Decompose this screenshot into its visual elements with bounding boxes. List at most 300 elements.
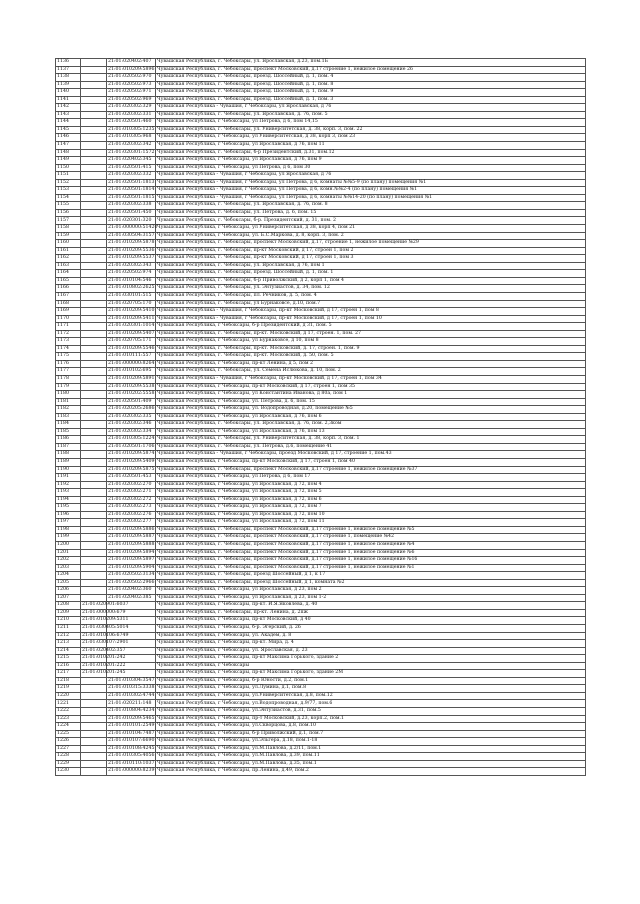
- cadastral-number-left-cell: [81, 677, 107, 685]
- cadastral-number-cell: 21:01:010209:5886: [107, 526, 156, 534]
- address-cell: Чувашская Республика, г Чебоксары, б-р. Эгерский, д. 26: [156, 625, 586, 633]
- cadastral-number-cell: 21:01:010304:3547: [107, 677, 156, 685]
- address-cell: Чувашская Республика, г Чебоксары, ул.Энтузиастов, д.31, пом.5: [156, 708, 586, 716]
- address-cell: Чувашская Республика, г Чебоксары, пр-т Московский, д.23, корп.2, пом.1: [156, 715, 586, 723]
- table-row: [56, 74, 586, 82]
- address-cell: Чувашская Республика, г. Чебоксары, б-р Приволжский, д 2, корп 1, пом 4: [156, 277, 586, 285]
- cadastral-number-left-cell: [81, 345, 107, 353]
- address-cell: Чувашская Республика, г Чебоксары, пр.Ленина, д.49, пом.2: [156, 768, 586, 776]
- row-number-cell: 1137: [56, 66, 81, 74]
- address-cell: Чувашская Республика, г Чебоксары, ул.Скворцова, д.8, пом.10: [156, 723, 586, 731]
- table-row: [56, 179, 586, 187]
- address-cell: Чувашская Республика, г Чебоксары, ул Петрова, д 6, пом 14,15: [156, 119, 586, 127]
- table-row: [56, 685, 586, 693]
- table-row: [56, 700, 586, 708]
- cadastral-number-left-cell: [81, 413, 107, 421]
- row-number-cell: 1169: [56, 308, 81, 316]
- table-row: [56, 96, 586, 104]
- cadastral-number-cell: 21:01:010209:5896: [107, 66, 156, 74]
- address-cell: Чувашская Республика, г Чебоксары, ул Константина Иванова, д 80а, пом 1: [156, 391, 586, 399]
- address-cell: Чувашская Республика, г Чебоксары, ул Петрова, д 6, пом 30: [156, 164, 586, 172]
- cadastral-number-left-cell: 21:01:010201:242: [81, 655, 107, 663]
- cadastral-number-cell: 21:01:010202:5558: [107, 391, 156, 399]
- table-row: [56, 526, 586, 534]
- row-number-cell: 1188: [56, 451, 81, 459]
- cadastral-number-left-cell: [81, 134, 107, 142]
- address-cell: Чувашская Республика, г. Чебоксары, проезд Шоссейный, д 1, к 17: [156, 572, 586, 580]
- register-sheet: [55, 58, 586, 776]
- row-number-cell: 1142: [56, 104, 81, 112]
- cadastral-number-left-cell: [81, 277, 107, 285]
- address-cell: Чувашская Республика, г Чебоксары, пр-кт. Мира, д. 4: [156, 640, 586, 648]
- cadastral-number-cell: 21:01:010209:5407: [107, 330, 156, 338]
- row-number-cell: 1153: [56, 187, 81, 195]
- table-row: [56, 172, 586, 180]
- table-row: [56, 398, 586, 406]
- cadastral-number-cell: 21:01:010305:968: [107, 134, 156, 142]
- row-number-cell: 1209: [56, 609, 81, 617]
- address-cell: Чувашская Республика, г Чебоксары, ул Ярославская, д 72, пом 6: [156, 496, 586, 504]
- row-number-cell: 1230: [56, 768, 81, 776]
- address-cell: Чувашская Республика, г Чебоксары, ул Ярославская, д 23, пом 2: [156, 587, 586, 595]
- address-cell: Чувашская Республика, г Чебоксары, ул Ярославская, д 72, пом 10: [156, 511, 586, 519]
- cadastral-number-cell: 21:01:020501:409: [107, 398, 156, 406]
- address-cell: Чувашская Республика, г. Чебоксары, проспект Московский, д.17 строение 1, нежилое помещение №5: [156, 526, 586, 534]
- cadastral-number-left-cell: [81, 428, 107, 436]
- table-row: [56, 126, 586, 134]
- cadastral-number-cell: 21:01:020502:2966: [107, 579, 156, 587]
- address-cell: Чувашская Республика, г. Чебоксары, пр-кт. Московский, д. 17, строен. 1, пом. 9: [156, 345, 586, 353]
- cadastral-number-cell: 21:01:010209:5546: [107, 345, 156, 353]
- address-cell: Чувашская Республика, г. Чебоксары, проспект Московский, д.17 строение 1, нежилое помещение 26: [156, 66, 586, 74]
- table-row: [56, 511, 586, 519]
- cadastral-number-left-cell: [81, 587, 107, 595]
- row-number-cell: 1189: [56, 458, 81, 466]
- cadastral-number-cell: 21:01:020502:969: [107, 96, 156, 104]
- address-cell: Чувашская Республика, г. Чебоксары, проспект Московский, д.17 строение 1, нежилое помещение №16: [156, 557, 586, 565]
- row-number-cell: 1219: [56, 685, 81, 693]
- cadastral-number-left-cell: [81, 315, 107, 323]
- cadastral-number-left-cell: [81, 738, 107, 746]
- cadastral-number-left-cell: [81, 466, 107, 474]
- table-row: [56, 670, 586, 678]
- row-number-cell: 1159: [56, 232, 81, 240]
- table-row: [56, 708, 586, 716]
- row-number-cell: 1190: [56, 466, 81, 474]
- cadastral-number-left-cell: [81, 383, 107, 391]
- table-row: [56, 345, 586, 353]
- address-cell: Чувашская Республика, г. Чебоксары, б-р Президентский, д.31, пом.12: [156, 149, 586, 157]
- cadastral-number-cell: 21:01:020302:329: [107, 104, 156, 112]
- table-row: [56, 572, 586, 580]
- row-number-cell: 1217: [56, 670, 81, 678]
- cadastral-number-left-cell: [81, 557, 107, 565]
- cadastral-number-cell: 21:01:020301:320: [107, 217, 156, 225]
- cadastral-number-left-cell: [81, 194, 107, 202]
- cadastral-number-cell: 21:01:020302:331: [107, 111, 156, 119]
- row-number-cell: 1207: [56, 594, 81, 602]
- address-cell: Чувашская Республика, г. Чебоксары, пр-кт. Московский, д. 50, пом. 5: [156, 353, 586, 361]
- address-cell: Чувашская Республика, г. Чебоксары, пр-кт. Московский, д 17, строен. 1, пом. 27: [156, 330, 586, 338]
- table-row: [56, 662, 586, 670]
- address-cell: Чувашская Республика, г Чебоксары, ул.Водопроводная, д.9/77, пом.6: [156, 700, 586, 708]
- cadastral-number-left-cell: [81, 511, 107, 519]
- row-number-cell: 1229: [56, 760, 81, 768]
- address-cell: Чувашская Республика - Чувашия, г Чебоксары, ул Ярославская, д 76: [156, 104, 586, 112]
- cadastral-number-cell: 21:01:010305:1235: [107, 126, 156, 134]
- address-cell: Чувашская Республика - Чувашия, г Чебоксары, пр-кт Московский, д 17, строен 1, пом 8: [156, 308, 586, 316]
- row-number-cell: 1185: [56, 428, 81, 436]
- row-number-cell: 1193: [56, 489, 81, 497]
- address-cell: Чувашская Республика - Чувашия, г Чебоксары, проезд Московский, д 17, строение 1, пом.43: [156, 451, 586, 459]
- table-row: [56, 247, 586, 255]
- address-cell: Чувашская Республика, г Чебоксары, ул. Петрова, д. 6, пом. 15: [156, 398, 586, 406]
- cadastral-number-cell: 21:01:010209:5410: [107, 308, 156, 316]
- table-row: [56, 134, 586, 142]
- table-row: [56, 330, 586, 338]
- row-number-cell: 1145: [56, 126, 81, 134]
- row-number-cell: 1221: [56, 700, 81, 708]
- cadastral-number-left-cell: [81, 285, 107, 293]
- table-row: [56, 323, 586, 331]
- row-number-cell: 1157: [56, 217, 81, 225]
- cadastral-number-left-cell: [81, 330, 107, 338]
- cadastral-number-left-cell: [81, 474, 107, 482]
- table-row: [56, 194, 586, 202]
- row-number-cell: 1150: [56, 164, 81, 172]
- cadastral-number-cell: 21:01:020302:273: [107, 504, 156, 512]
- row-number-cell: 1172: [56, 330, 81, 338]
- row-number-cell: 1181: [56, 398, 81, 406]
- cadastral-number-left-cell: 21:01:010209:5311: [81, 617, 107, 625]
- row-number-cell: 1222: [56, 708, 81, 716]
- cadastral-number-left-cell: [81, 723, 107, 731]
- table-row: [56, 406, 586, 414]
- address-cell: Чувашская Республика, г Чебоксары, б-р Президентский, д 31, пом. 5: [156, 323, 586, 331]
- cadastral-number-cell: 21:01:000000:8264: [107, 360, 156, 368]
- table-row: [56, 745, 586, 753]
- row-number-cell: 1208: [56, 602, 81, 610]
- row-number-cell: 1140: [56, 89, 81, 97]
- row-number-cell: 1170: [56, 315, 81, 323]
- register-table: [55, 58, 586, 776]
- table-row: [56, 549, 586, 557]
- table-row: [56, 225, 586, 233]
- cadastral-number-cell: 21:01:010110:1037: [107, 760, 156, 768]
- address-cell: Чувашская Республика, г. Чебоксары, ул. Ярославская, д 76, пом 1: [156, 262, 586, 270]
- address-cell: Чувашская Республика, г Чебоксары, ул Петрова, д 6, пом 17: [156, 474, 586, 482]
- table-row: [56, 504, 586, 512]
- cadastral-number-cell: 21:01:010104:546: [107, 277, 156, 285]
- address-cell: Чувашская Республика, г Чебоксары, пр-кт Максима Горького, здание 2М: [156, 670, 586, 678]
- row-number-cell: 1187: [56, 443, 81, 451]
- table-row: [56, 617, 586, 625]
- address-cell: Чувашская Республика, г. Чебоксары, проспект Московский, д.17, строение 1, нежилое помещение №29: [156, 240, 586, 248]
- table-row: [56, 240, 586, 248]
- table-row: [56, 677, 586, 685]
- cadastral-number-left-cell: [81, 217, 107, 225]
- address-cell: Чувашская Республика, г Чебоксары, ул Ярославская, д 76, пом 13: [156, 428, 586, 436]
- cadastral-number-left-cell: [81, 149, 107, 157]
- table-row: [56, 104, 586, 112]
- row-number-cell: 1210: [56, 617, 81, 625]
- cadastral-number-cell: 21:01:020502:973: [107, 81, 156, 89]
- address-cell: Чувашская Республика, г Чебоксары, ул.М.Павлова, д.35, пом.1: [156, 760, 586, 768]
- cadastral-number-left-cell: [81, 353, 107, 361]
- table-row: [56, 338, 586, 346]
- row-number-cell: 1225: [56, 730, 81, 738]
- address-cell: Чувашская Республика, г Чебоксары, ул Бурнаковсе, д 10, пом 8: [156, 338, 586, 346]
- address-cell: Чувашская Республика, г Чебоксары, ул Ярославская, д 76, пом 9: [156, 157, 586, 165]
- cadastral-number-cell: 21:01:020302:343: [107, 262, 156, 270]
- cadastral-number-cell: 21:01:020502:970: [107, 74, 156, 82]
- address-cell: Чувашская Республика, г. Чебоксары, ул. Ярославская, д. 76, пом. 2,3ком: [156, 421, 586, 429]
- row-number-cell: 1183: [56, 413, 81, 421]
- cadastral-number-left-cell: [81, 81, 107, 89]
- row-number-cell: 1161: [56, 247, 81, 255]
- table-row: [56, 474, 586, 482]
- cadastral-number-cell: 21:01:020302:334: [107, 428, 156, 436]
- row-number-cell: 1213: [56, 640, 81, 648]
- cadastral-number-cell: 21:01:030101:515: [107, 292, 156, 300]
- table-row: [56, 738, 586, 746]
- cadastral-number-cell: 21:01:030504:3157: [107, 232, 156, 240]
- table-row: [56, 753, 586, 761]
- table-row: [56, 202, 586, 210]
- row-number-cell: 1163: [56, 262, 81, 270]
- address-cell: Чувашская Республика, г Чебоксары, пр-кт Московский, д 17, строен 1, пом 40: [156, 458, 586, 466]
- address-cell: Чувашская Республика - Чувашия, г Чебоксары, пр-кт Московский, д 17, строен 1, пом 10: [156, 315, 586, 323]
- address-cell: Чувашская Республика, г Чебоксары, б-р Приволжский, д.1, пом.7: [156, 730, 586, 738]
- address-cell: Чувашская Республика, г Чебоксары, ул. Ярославская, д. 23: [156, 647, 586, 655]
- cadastral-number-cell: 21:01:010209:5536: [107, 247, 156, 255]
- table-row: [56, 458, 586, 466]
- address-cell: Чувашская Республика - Чувашия, г Чебоксары, ул Ярославская, д 76: [156, 172, 586, 180]
- cadastral-number-left-cell: [81, 292, 107, 300]
- cadastral-number-cell: 21:01:010802:2625: [107, 285, 156, 293]
- cadastral-number-left-cell: 21:01:030405:5014: [81, 625, 107, 633]
- cadastral-number-left-cell: [81, 579, 107, 587]
- address-cell: Чувашская Республика, г Чебоксары, ул. Академ, д. 8: [156, 632, 586, 640]
- cadastral-number-cell: 21:01:020705:170: [107, 300, 156, 308]
- address-cell: Чувашская Республика, г Чебоксары, ул Ярославская, д 72, пом 7: [156, 504, 586, 512]
- row-number-cell: 1201: [56, 549, 81, 557]
- cadastral-number-left-cell: [81, 753, 107, 761]
- table-row: [56, 632, 586, 640]
- table-row: [56, 542, 586, 550]
- table-row: [56, 308, 586, 316]
- table-row: [56, 647, 586, 655]
- row-number-cell: 1202: [56, 557, 81, 565]
- cadastral-number-left-cell: [81, 300, 107, 308]
- table-row: [56, 375, 586, 383]
- cadastral-number-left-cell: [81, 187, 107, 195]
- table-row: [56, 489, 586, 497]
- address-cell: Чувашская Республика, г. Чебоксары, проспект Московский, д.17 строение 1, нежилое помещение №1: [156, 564, 586, 572]
- address-cell: Чувашская Республика, г. Чебоксары, проспект Московский, д.17 строение 1, нежилое помещение №37: [156, 466, 586, 474]
- table-row: [56, 232, 586, 240]
- table-row: [56, 270, 586, 278]
- table-row: [56, 594, 586, 602]
- row-number-cell: 1178: [56, 375, 81, 383]
- address-cell: Чувашская Республика, г Чебоксары, ул. Б.С.Маркова, д. 8, корп. 3, пом. 2: [156, 232, 586, 240]
- address-cell: Чувашская Республика, г. Чебоксары, проезд Шоссейный, д 1, комната №2: [156, 579, 586, 587]
- row-number-cell: 1228: [56, 753, 81, 761]
- table-row: [56, 209, 586, 217]
- table-row: [56, 481, 586, 489]
- cadastral-number-cell: 21:01:010209:5904: [107, 564, 156, 572]
- cadastral-number-left-cell: [81, 594, 107, 602]
- cadastral-number-left-cell: [81, 398, 107, 406]
- row-number-cell: 1162: [56, 255, 81, 263]
- cadastral-number-left-cell: [81, 111, 107, 119]
- cadastral-number-left-cell: [81, 66, 107, 74]
- table-row: [56, 451, 586, 459]
- cadastral-number-left-cell: [81, 89, 107, 97]
- cadastral-number-left-cell: [81, 730, 107, 738]
- cadastral-number-cell: 21:01:010315:3338: [107, 685, 156, 693]
- table-row: [56, 89, 586, 97]
- cadastral-number-cell: 21:01:020205:2686: [107, 406, 156, 414]
- address-cell: Чувашская Республика, г. Чебоксары, ул. Петрова, д.6, помещение 41: [156, 443, 586, 451]
- cadastral-number-cell: 21:01:010302:4744: [107, 692, 156, 700]
- row-number-cell: 1166: [56, 285, 81, 293]
- cadastral-number-cell: 21:01:020211:148: [107, 700, 156, 708]
- cadastral-number-cell: 21:01:020302:338: [107, 202, 156, 210]
- cadastral-number-cell: 21:01:020302:276: [107, 511, 156, 519]
- table-row: [56, 625, 586, 633]
- table-row: [56, 157, 586, 165]
- address-cell: Чувашская Республика, г Чебоксары, пр-кт Московский, д 40: [156, 617, 586, 625]
- table-row: [56, 217, 586, 225]
- table-row: [56, 421, 586, 429]
- cadastral-number-left-cell: [81, 700, 107, 708]
- row-number-cell: 1218: [56, 677, 81, 685]
- table-row: [56, 557, 586, 565]
- cadastral-number-cell: 21:01:010101:2549: [107, 723, 156, 731]
- cadastral-number-left-cell: [81, 768, 107, 776]
- address-cell: Чувашская Республика, г Чебоксары, ул.Лумина, д.1, пом.8: [156, 685, 586, 693]
- table-row: [56, 715, 586, 723]
- address-cell: Чувашская Республика, г. Чебоксары, проспект Московский, д.17 строение 1, нежилое помещение №4: [156, 542, 586, 550]
- cadastral-number-cell: 21:01:020501:1814: [107, 187, 156, 195]
- cadastral-number-cell: 21:01:010209:5887: [107, 534, 156, 542]
- row-number-cell: 1205: [56, 579, 81, 587]
- row-number-cell: 1138: [56, 74, 81, 82]
- row-number-cell: 1182: [56, 406, 81, 414]
- cadastral-number-cell: 21:01:020501:1706: [107, 443, 156, 451]
- cadastral-number-left-cell: [81, 534, 107, 542]
- cadastral-number-cell: 21:01:010102:695: [107, 368, 156, 376]
- address-cell: Чувашская Республика - Чувашия, г Чебоксары, ул Петрова, д 6, комнаты №№14-20 (по плану) помещения №1: [156, 194, 586, 202]
- row-number-cell: 1214: [56, 647, 81, 655]
- table-row: [56, 292, 586, 300]
- address-cell: Чувашская Республика, г. Чебоксары, проезд. Шоссейный, д. 1, пом. 1: [156, 270, 586, 278]
- cadastral-number-left-cell: [81, 262, 107, 270]
- cadastral-number-cell: 21:01:020302:277: [107, 519, 156, 527]
- row-number-cell: 1160: [56, 240, 81, 248]
- table-row: [56, 579, 586, 587]
- row-number-cell: 1224: [56, 723, 81, 731]
- address-cell: Чувашская Республика, г Чебоксары, ул Ярославская, д 76, пом 11: [156, 142, 586, 150]
- address-cell: Чувашская Республика, г. Чебоксары, проезд. Шоссейный, д. 1, пом. 8: [156, 81, 586, 89]
- row-number-cell: 1226: [56, 738, 81, 746]
- cadastral-number-left-cell: [81, 323, 107, 331]
- table-row: [56, 768, 586, 776]
- table-row: [56, 285, 586, 293]
- cadastral-number-cell: 21:01:020502:3134: [107, 572, 156, 580]
- table-row: [56, 428, 586, 436]
- table-row: [56, 730, 586, 738]
- address-cell: Чувашская Республика - Чувашия, г Чебоксары, ул Петрова, д 6, комн.№№2-4 (по плану) помещения №1: [156, 187, 586, 195]
- table-row: [56, 692, 586, 700]
- table-row: [56, 66, 586, 74]
- row-number-cell: 1186: [56, 436, 81, 444]
- table-row: [56, 111, 586, 119]
- row-number-cell: 1212: [56, 632, 81, 640]
- cadastral-number-left-cell: [81, 255, 107, 263]
- cadastral-number-left-cell: [81, 157, 107, 165]
- cadastral-number-left-cell: 21:01:000000:679: [81, 609, 107, 617]
- cadastral-number-cell: 21:01:020402:345: [107, 157, 156, 165]
- address-cell: Чувашская Республика, г Чебоксары, ул.М.Павлова, д.39, пом.11: [156, 753, 586, 761]
- address-cell: Чувашская Республика, г. Чебоксары, ул. Энтузиастов, д. 34, пом. 12: [156, 285, 586, 293]
- cadastral-number-cell: 21:01:010209:5891: [107, 375, 156, 383]
- cadastral-number-left-cell: 21:01:010106:6749: [81, 632, 107, 640]
- address-cell: Чувашская Республика, г Чебоксары, ул Университетская, д 38, корп 3, пом 23: [156, 134, 586, 142]
- address-cell: Чувашская Республика, г. Чебоксары, проезд. Шоссейный, д. 1, пом. 9: [156, 89, 586, 97]
- row-number-cell: 1143: [56, 111, 81, 119]
- address-cell: Чувашская Республика, г Чебоксары, ул.Эльгера, д.18, пом.1-18: [156, 738, 586, 746]
- cadastral-number-cell: 21:01:020705:171: [107, 338, 156, 346]
- cadastral-number-left-cell: [81, 375, 107, 383]
- cadastral-number-cell: 21:01:010209:5465: [107, 715, 156, 723]
- cadastral-number-left-cell: [81, 406, 107, 414]
- address-cell: Чувашская Республика, г. Чебоксары, пр-кт Московский, д 17, строен 1, пом 2: [156, 247, 586, 255]
- row-number-cell: 1200: [56, 542, 81, 550]
- cadastral-number-cell: 21:01:020501:450: [107, 209, 156, 217]
- address-cell: Чувашская Республика - Чувашия, г Чебоксары, ул Петрова, д 6, комнаты №№5-9 (по плану) помещения №1: [156, 179, 586, 187]
- table-row: [56, 466, 586, 474]
- row-number-cell: 1191: [56, 474, 81, 482]
- table-row: [56, 602, 586, 610]
- cadastral-number-left-cell: [81, 172, 107, 180]
- row-number-cell: 1227: [56, 745, 81, 753]
- table-row: [56, 723, 586, 731]
- cadastral-number-left-cell: [81, 232, 107, 240]
- cadastral-number-left-cell: [81, 209, 107, 217]
- row-number-cell: 1216: [56, 662, 81, 670]
- address-cell: Чувашская Республика, г Чебоксары, пр-кт Максима Горького, здание 2: [156, 655, 586, 663]
- row-number-cell: 1173: [56, 338, 81, 346]
- address-cell: Чувашская Республика, г. Чебоксары, проезд. Шоссейный, д. 1, пом. 4: [156, 74, 586, 82]
- address-cell: Чувашская Республика, г Чебоксары, пр-кт. И.Я.Яковлева, д. 40: [156, 602, 586, 610]
- cadastral-number-left-cell: [81, 119, 107, 127]
- row-number-cell: 1152: [56, 179, 81, 187]
- cadastral-number-left-cell: [81, 421, 107, 429]
- cadastral-number-left-cell: [81, 225, 107, 233]
- cadastral-number-cell: 21:01:000000:8239: [107, 768, 156, 776]
- address-cell: Чувашская Республика, г Чебоксары, ул Университетская, д 38, корп 4, пом 21: [156, 225, 586, 233]
- table-row: [56, 262, 586, 270]
- cadastral-number-left-cell: [81, 760, 107, 768]
- address-cell: Чувашская Республика, г. Чебоксары, ул. Университетская, д. 38, корп. 3, пом. 22: [156, 126, 586, 134]
- table-row: [56, 564, 586, 572]
- address-cell: Чувашская Республика, г Чебоксары, пр-кт Московский, д 17, строен 1, пом 35: [156, 383, 586, 391]
- row-number-cell: 1168: [56, 300, 81, 308]
- row-number-cell: 1179: [56, 383, 81, 391]
- row-number-cell: 1203: [56, 564, 81, 572]
